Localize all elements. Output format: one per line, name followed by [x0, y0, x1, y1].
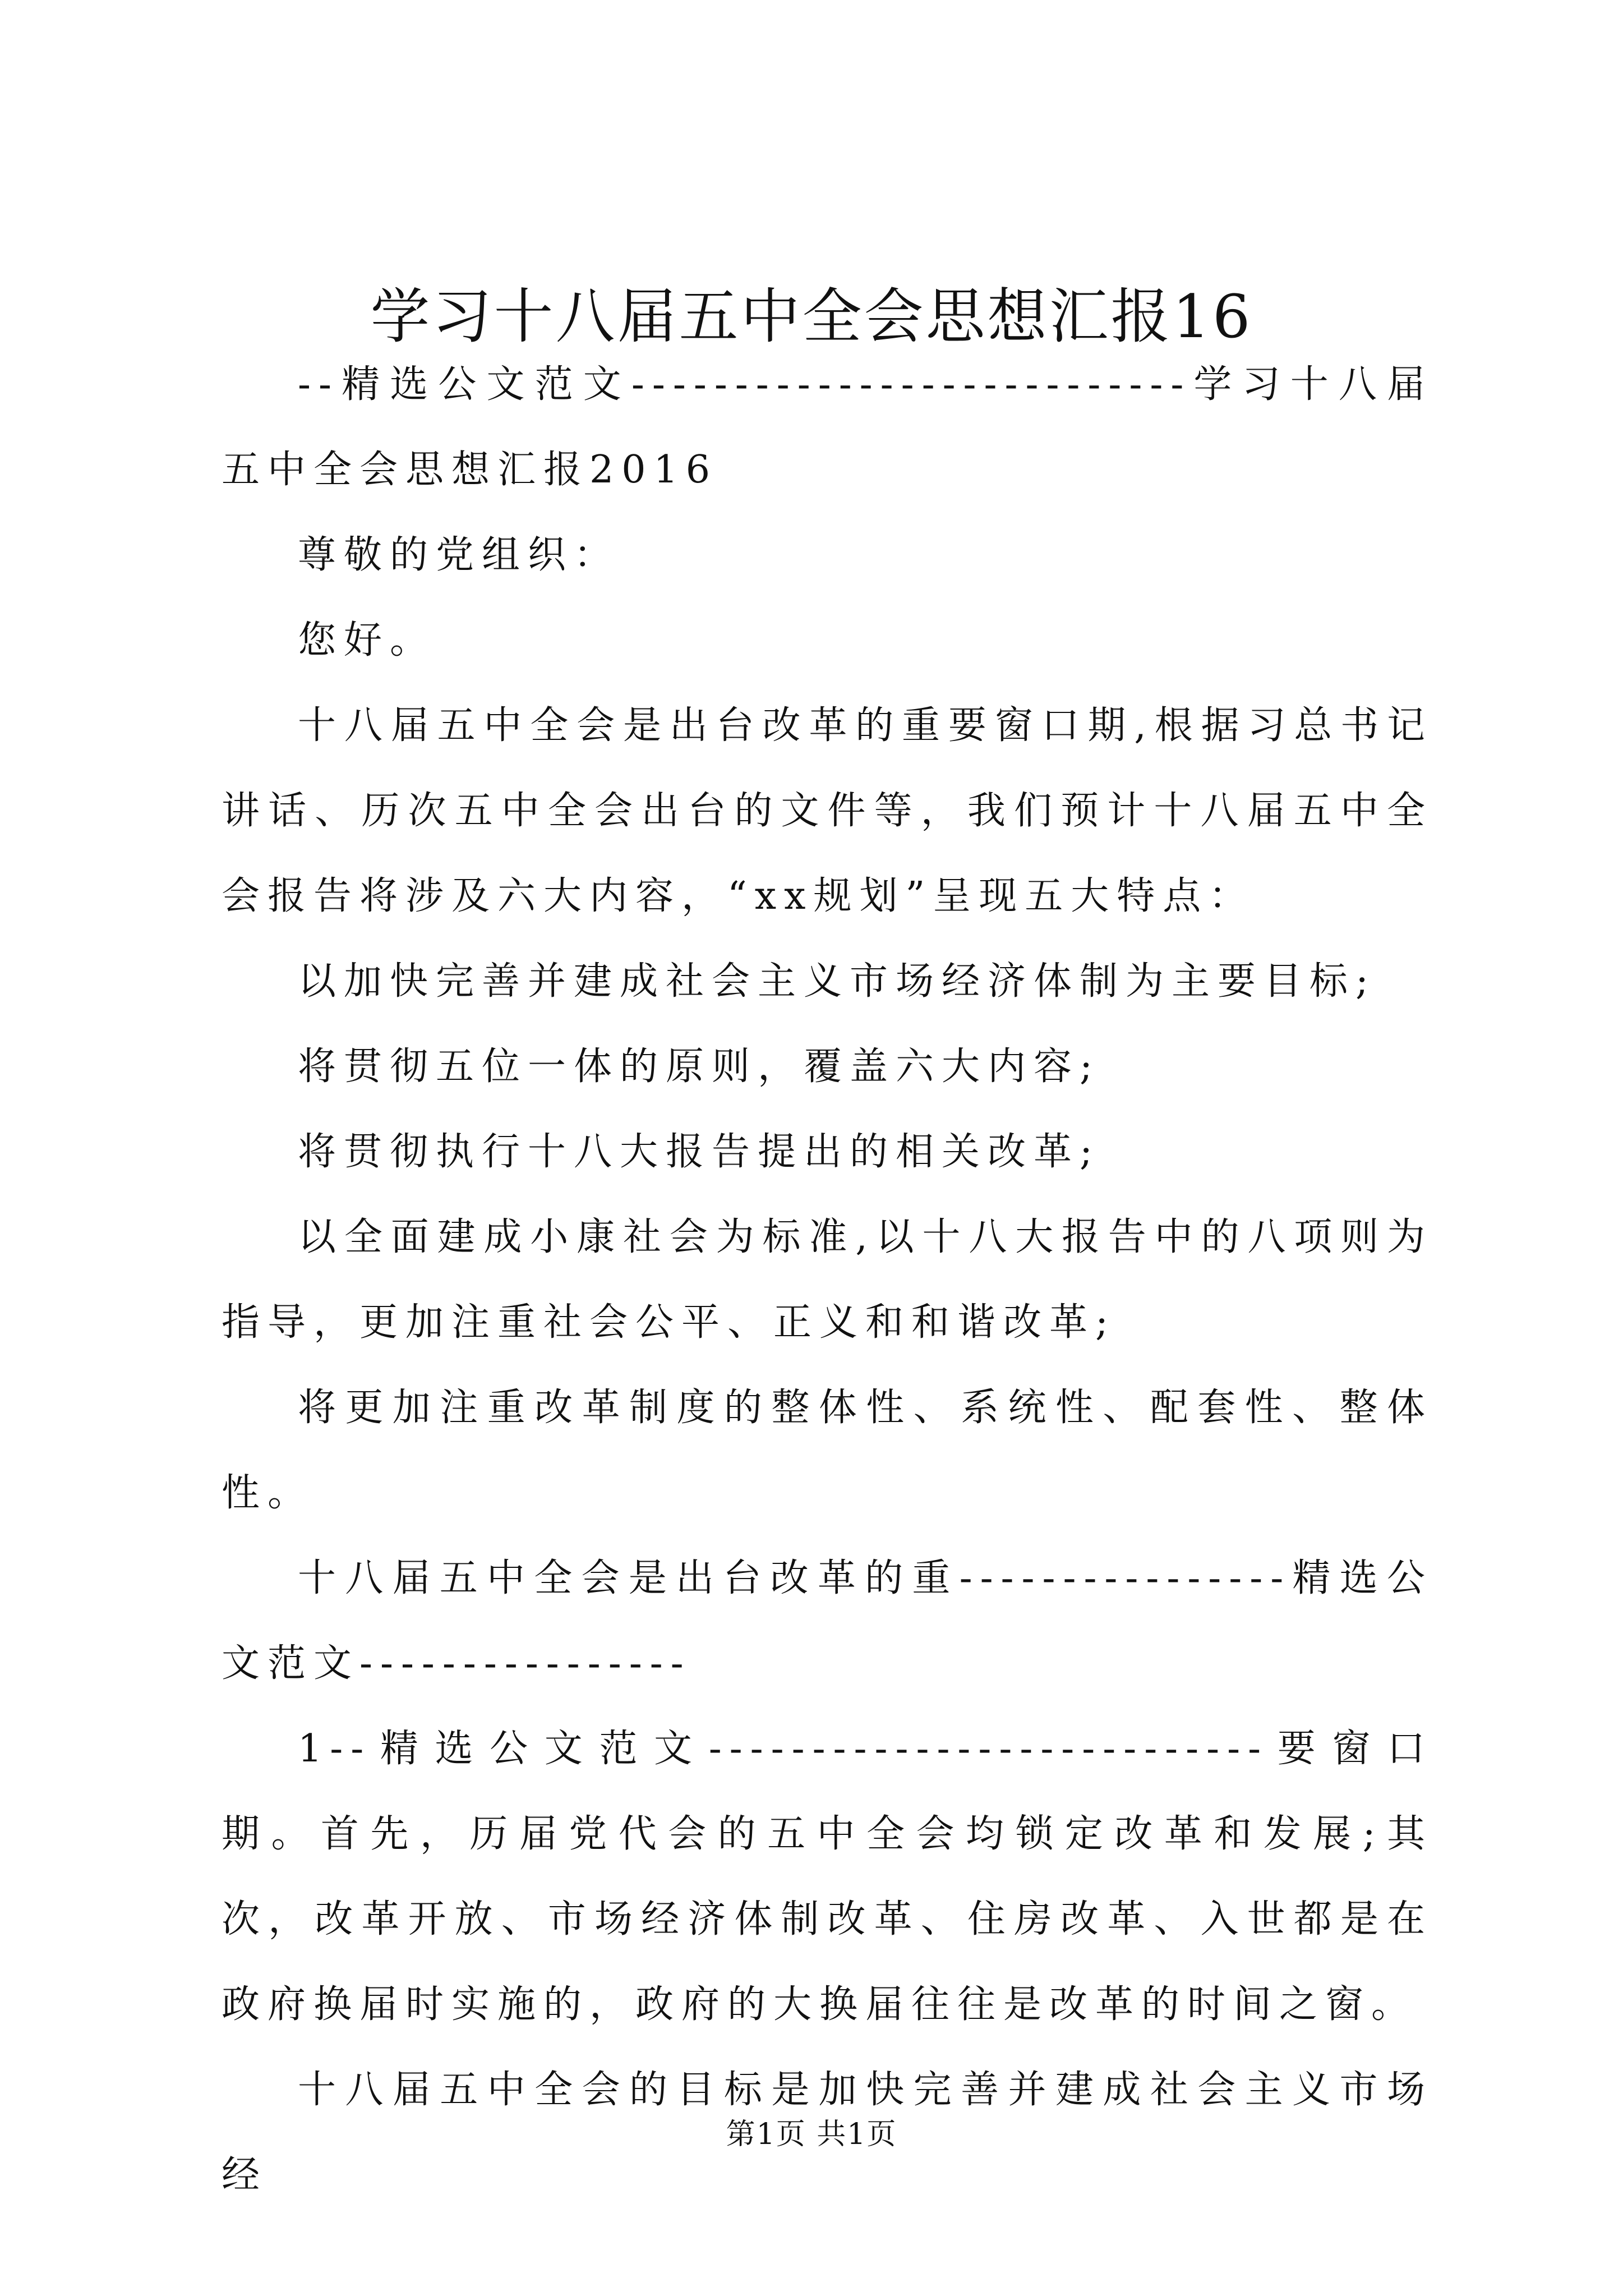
paragraph: 十八届五中全会是出台改革的重----------------精选公文范文----------------: [222, 1556, 1433, 1686]
page-footer: 第1页 共1页: [726, 2118, 897, 2151]
paragraph: 将更加注重改革制度的整体性、系统性、配套性、整体性。: [222, 1386, 1433, 1515]
paragraph: 以全面建成小康社会为标准,以十八大报告中的八项则为指导，更加注重社会公平、正义和和谐改革;: [222, 1215, 1433, 1345]
paragraph-greeting: 您好。: [298, 618, 436, 662]
paragraph: 1--精选公文范文---------------------------要窗口期。首先，历届党代会的五中全会均锁定改革和发展;其次，改革开放、市场经济体制改革、住房改革、入世都是在政府换届时实施的，政府的大换届往往是改革的时间之窗。: [222, 1727, 1433, 2027]
paragraph-salutation: 尊敬的党组织：: [298, 533, 620, 577]
document-body: [222, 342, 1433, 2218]
paragraph: 将贯彻执行十八大报告提出的相关改革;: [298, 1130, 1100, 1174]
paragraph: 将贯彻五位一体的原则，覆盖六大内容;: [298, 1045, 1100, 1089]
paragraph: 十八届五中全会的目标是加快完善并建成社会主义市场经: [222, 2068, 1433, 2197]
document-title: 学习十八届五中全会思想汇报16: [370, 282, 1253, 351]
paragraph: 十八届五中全会是出台改革的重要窗口期,根据习总书记讲话、历次五中全会出台的文件等，我们预计十八届五中全会报告将涉及六大内容，“xx规划”呈现五大特点：: [222, 703, 1433, 918]
paragraph-header: --精选公文范文---------------------------学习十八届五中全会思想汇报2016: [222, 362, 1433, 492]
paragraph: 以加快完善并建成社会主义市场经济体制为主要目标;: [298, 959, 1376, 1004]
